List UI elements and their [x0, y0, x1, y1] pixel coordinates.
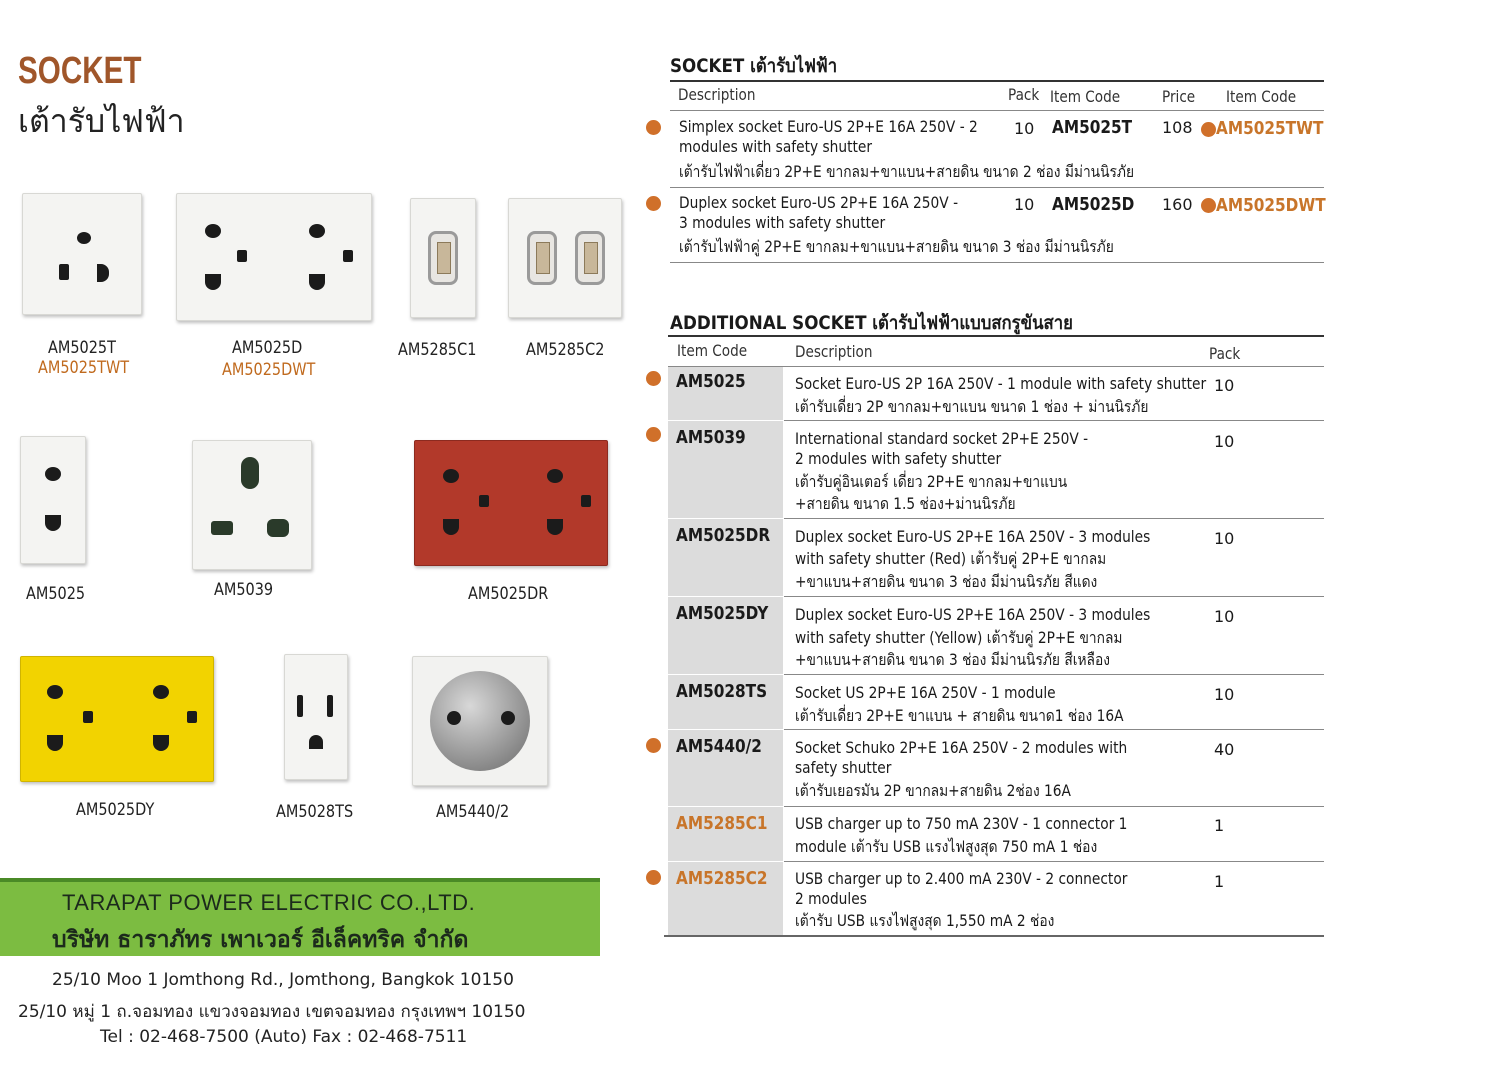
row-description-th: เต้ารับ USB แรงไฟสูงสุด 1,550 mA 2 ช่อง: [795, 911, 1055, 930]
row-item-code: AM5025DR: [676, 525, 771, 546]
product-label: AM5440/2: [436, 802, 510, 822]
row-description-th: +ขาแบน+สายดิน ขนาด 3 ช่อง มีม่านนิรภัย สีเหลือง: [795, 650, 1110, 669]
product-alt-label: AM5025TWT: [38, 358, 130, 378]
bullet-icon: [646, 371, 661, 386]
column-header-item-code: Item Code: [1050, 87, 1121, 106]
row-pack: 10: [1214, 529, 1235, 548]
row-description-th: เต้ารับเยอรมัน 2P ขากลม+สายดิน 2ช่อง 16A: [795, 781, 1071, 800]
row-item-code: AM5025T: [1052, 117, 1133, 138]
divider: [670, 110, 1324, 111]
row-description: with safety shutter (Yellow) เต้ารับคู่ 2P+E ขากลม: [795, 628, 1123, 647]
row-description: Duplex socket Euro-US 2P+E 16A 250V - 3 modules: [795, 527, 1151, 546]
row-description: modules with safety shutter: [679, 137, 873, 156]
row-item-code: AM5039: [676, 427, 746, 448]
company-address-th: 25/10 หมู่ 1 ถ.จอมทอง แขวงจอมทอง เขตจอมทอง กรุงเทพฯ 10150: [18, 1002, 526, 1022]
row-description-th: เต้ารับเดี่ยว 2P+E ขาแบน + สายดิน ขนาด1 ช่อง 16A: [795, 706, 1124, 725]
column-header-item-code-2: Item Code: [1226, 87, 1297, 106]
divider: [784, 596, 1324, 597]
row-description: safety shutter: [795, 758, 892, 777]
product-image-am5440-2: [412, 656, 548, 786]
product-image-am5025t: [22, 193, 142, 315]
product-label: AM5025DR: [468, 584, 549, 604]
row-description: USB charger up to 750 mA 230V - 1 connector 1: [795, 814, 1128, 833]
product-image-am5028ts: [284, 654, 348, 780]
divider: [784, 729, 1324, 730]
row-pack: 1: [1214, 816, 1225, 835]
divider: [784, 518, 1324, 519]
divider: [670, 262, 1324, 263]
page-subtitle: เต้ารับไฟฟ้า: [18, 102, 185, 140]
row-description-th: เต้ารับไฟฟ้าคู่ 2P+E ขากลม+ขาแบน+สายดิน ขนาด 3 ช่อง มีม่านนิรภัย: [679, 237, 1114, 256]
row-description: 2 modules: [795, 889, 867, 908]
product-label: AM5025DY: [76, 800, 155, 820]
socket-table-title: SOCKET เต้ารับไฟฟ้า: [670, 55, 838, 77]
row-item-code: AM5028TS: [676, 681, 768, 702]
page-title: SOCKET: [18, 50, 142, 92]
product-label: AM5039: [214, 580, 274, 600]
row-description-th: เต้ารับไฟฟ้าเดี่ยว 2P+E ขากลม+ขาแบน+สายดิน ขนาด 2 ช่อง มีม่านนิรภัย: [679, 162, 1135, 181]
row-item-code: AM5285C1: [676, 813, 768, 834]
row-pack: 10: [1214, 607, 1235, 626]
row-description: with safety shutter (Red) เต้ารับคู่ 2P+E ขากลม: [795, 549, 1107, 568]
row-item-code-2: AM5025DWT: [1216, 195, 1326, 216]
product-image-am5025: [20, 436, 86, 564]
product-label: AM5285C2: [526, 340, 605, 360]
product-image-am5025d: [176, 193, 372, 321]
row-description: Socket US 2P+E 16A 250V - 1 module: [795, 683, 1056, 702]
company-address-en: 25/10 Moo 1 Jomthong Rd., Jomthong, Bangkok 10150: [52, 970, 514, 990]
divider: [670, 80, 1324, 82]
product-label: AM5025: [26, 584, 86, 604]
company-name-th: บริษัท ธาราภัทร เพาเวอร์ อีเล็คทริค จำกัด: [52, 927, 469, 953]
row-price: 108: [1162, 118, 1193, 137]
row-description: Socket Schuko 2P+E 16A 250V - 2 modules with: [795, 738, 1128, 757]
row-description: USB charger up to 2.400 mA 230V - 2 connector: [795, 869, 1128, 888]
divider: [668, 335, 1324, 337]
company-name-en: TARAPAT POWER ELECTRIC CO.,LTD.: [62, 890, 476, 915]
product-label: AM5025T: [48, 338, 116, 358]
product-image-am5039: [192, 440, 312, 570]
row-pack: 10: [1214, 685, 1235, 704]
row-description-th: +ขาแบน+สายดิน ขนาด 3 ช่อง มีม่านนิรภัย สีแดง: [795, 572, 1098, 591]
divider: [784, 806, 1324, 807]
bullet-icon: [646, 738, 661, 753]
product-alt-label: AM5025DWT: [222, 360, 316, 380]
row-pack: 10: [1214, 376, 1235, 395]
row-description: Simplex socket Euro-US 2P+E 16A 250V - 2: [679, 117, 978, 136]
product-image-am5025dr: [414, 440, 608, 566]
product-image-am5285c2: [508, 198, 622, 318]
company-contact: Tel : 02-468-7500 (Auto) Fax : 02-468-7511: [100, 1027, 468, 1047]
row-pack: 1: [1214, 872, 1225, 891]
divider: [784, 674, 1324, 675]
row-price: 160: [1162, 195, 1193, 214]
column-header-pack: Pack: [1209, 344, 1241, 363]
product-label: AM5285C1: [398, 340, 477, 360]
row-description-th: เต้ารับคู่อินเตอร์ เดี่ยว 2P+E ขากลม+ขาแบน: [795, 472, 1068, 491]
row-pack: 40: [1214, 740, 1235, 759]
row-description-th: module เต้ารับ USB แรงไฟสูงสุด 750 mA 1 ช่อง: [795, 837, 1098, 856]
row-description-th: +สายดิน ขนาด 1.5 ช่อง+ม่านนิรภัย: [795, 494, 1016, 513]
row-item-code-2: AM5025TWT: [1216, 118, 1324, 139]
column-header-price: Price: [1162, 87, 1196, 106]
row-description: International standard socket 2P+E 250V -: [795, 429, 1089, 448]
bullet-icon: [646, 870, 661, 885]
bullet-icon: [1201, 198, 1216, 213]
row-item-code: AM5025: [676, 371, 746, 392]
row-item-code: AM5025DY: [676, 603, 769, 624]
row-description: Socket Euro-US 2P 16A 250V - 1 module with safety shutter: [795, 374, 1207, 393]
row-description: 3 modules with safety shutter: [679, 213, 886, 232]
row-pack: 10: [1014, 119, 1035, 138]
column-header-description: Description: [678, 85, 756, 104]
additional-table-title: ADDITIONAL SOCKET เต้ารับไฟฟ้าแบบสกรูขันสาย: [670, 312, 1073, 334]
row-description: Duplex socket Euro-US 2P+E 16A 250V - 3 modules: [795, 605, 1151, 624]
product-image-am5025dy: [20, 656, 214, 782]
row-description-th: เต้ารับเดี่ยว 2P ขากลม+ขาแบน ขนาด 1 ช่อง + ม่านนิรภัย: [795, 397, 1149, 416]
row-pack: 10: [1214, 432, 1235, 451]
product-label: AM5028TS: [276, 802, 354, 822]
bullet-icon: [646, 120, 661, 135]
bullet-icon: [646, 427, 661, 442]
column-header-item-code: Item Code: [677, 341, 748, 360]
item-code-column: [668, 367, 783, 935]
row-item-code: AM5285C2: [676, 868, 768, 889]
row-item-code: AM5440/2: [676, 736, 762, 757]
product-image-am5285c1: [410, 198, 476, 318]
divider: [664, 935, 1324, 937]
row-description: 2 modules with safety shutter: [795, 449, 1002, 468]
row-pack: 10: [1014, 195, 1035, 214]
row-item-code: AM5025D: [1052, 194, 1135, 215]
divider: [784, 861, 1324, 862]
divider: [784, 420, 1324, 421]
bullet-icon: [646, 196, 661, 211]
bullet-icon: [1201, 122, 1216, 137]
divider: [670, 187, 1324, 188]
column-header-pack: Pack: [1008, 85, 1040, 104]
product-label: AM5025D: [232, 338, 303, 358]
column-header-description: Description: [795, 342, 873, 361]
row-description: Duplex socket Euro-US 2P+E 16A 250V -: [679, 193, 959, 212]
